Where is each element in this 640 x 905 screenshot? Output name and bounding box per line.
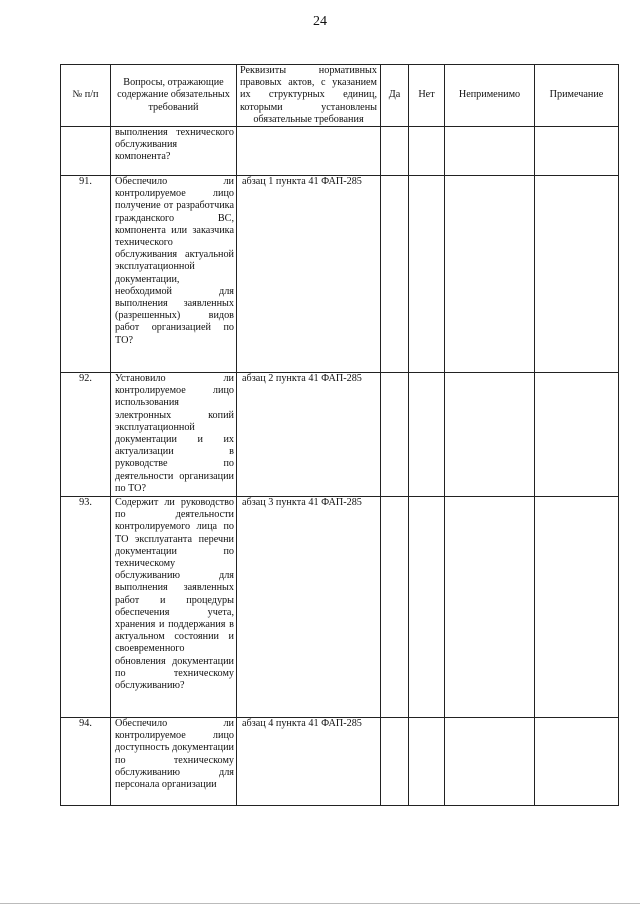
row-ref: абзац 1 пункта 41 ФАП-285 xyxy=(237,176,381,373)
header-no: Нет xyxy=(409,65,445,127)
row-na-cell[interactable] xyxy=(445,373,535,497)
scan-edge-line xyxy=(0,903,640,904)
table-row xyxy=(61,176,619,373)
row-na-cell[interactable] xyxy=(445,127,535,176)
table-row xyxy=(61,127,619,176)
row-note-cell[interactable] xyxy=(535,718,619,806)
row-no-cell[interactable] xyxy=(409,127,445,176)
table-row xyxy=(61,373,619,497)
row-question: Установило ли контролируемое лицо использования электронных копий эксплуатационной документации и их актуализации в руководстве по деятельности организации по ТО? xyxy=(111,373,237,497)
row-yes-cell[interactable] xyxy=(381,176,409,373)
header-question: Вопросы, отражающие содержание обязательных требований xyxy=(111,65,237,127)
row-ref: абзац 2 пункта 41 ФАП-285 xyxy=(237,373,381,497)
table-row xyxy=(61,718,619,806)
table-row xyxy=(61,497,619,718)
header-note: Примечание xyxy=(535,65,619,127)
row-num: 93. xyxy=(61,497,111,718)
row-num: 92. xyxy=(61,373,111,497)
row-na-cell[interactable] xyxy=(445,176,535,373)
row-note-cell[interactable] xyxy=(535,127,619,176)
row-question: Содержит ли руководство по деятельности контролируемого лица по ТО эксплуатанта перечни документации по техническому обслуживанию для выполнения заявленных работ и процедуры обеспечения учета, хранения и поддержания в актуальном состоянии и своевременного обновления документации по техническому обслуживанию? xyxy=(111,497,237,718)
table-body xyxy=(61,127,619,806)
header-na: Неприменимо xyxy=(445,65,535,127)
row-ref: абзац 3 пункта 41 ФАП-285 xyxy=(237,497,381,718)
row-yes-cell[interactable] xyxy=(381,718,409,806)
row-yes-cell[interactable] xyxy=(381,127,409,176)
header-num: № п/п xyxy=(61,65,111,127)
header-yes: Да xyxy=(381,65,409,127)
row-ref: абзац 4 пункта 41 ФАП-285 xyxy=(237,718,381,806)
row-num xyxy=(61,127,111,176)
row-no-cell[interactable] xyxy=(409,497,445,718)
row-num: 94. xyxy=(61,718,111,806)
row-na-cell[interactable] xyxy=(445,497,535,718)
row-no-cell[interactable] xyxy=(409,718,445,806)
row-ref xyxy=(237,127,381,176)
row-yes-cell[interactable] xyxy=(381,497,409,718)
row-no-cell[interactable] xyxy=(409,373,445,497)
header-refs: Реквизиты нормативных правовых актов, с указанием их структурных единиц, которыми установлены обязательные требования xyxy=(237,65,381,127)
row-note-cell[interactable] xyxy=(535,176,619,373)
table-header xyxy=(61,65,619,127)
row-no-cell[interactable] xyxy=(409,176,445,373)
row-num: 91. xyxy=(61,176,111,373)
page-number: 24 xyxy=(313,14,327,29)
row-question: выполнения технического обслуживания компонента? xyxy=(111,127,237,176)
requirements-checklist-table xyxy=(60,64,619,806)
row-note-cell[interactable] xyxy=(535,497,619,718)
row-yes-cell[interactable] xyxy=(381,373,409,497)
row-na-cell[interactable] xyxy=(445,718,535,806)
row-question: Обеспечило ли контролируемое лицо доступность документации по техническому обслуживанию для персонала организации xyxy=(111,718,237,806)
row-note-cell[interactable] xyxy=(535,373,619,497)
row-question: Обеспечило ли контролируемое лицо получение от разработчика гражданского ВС, компонента или заказчика технического обслуживания актуальной эксплуатационной документации, необходимой для выполнения заявленных (разрешенных) видов работ организацией по ТО? xyxy=(111,176,237,373)
